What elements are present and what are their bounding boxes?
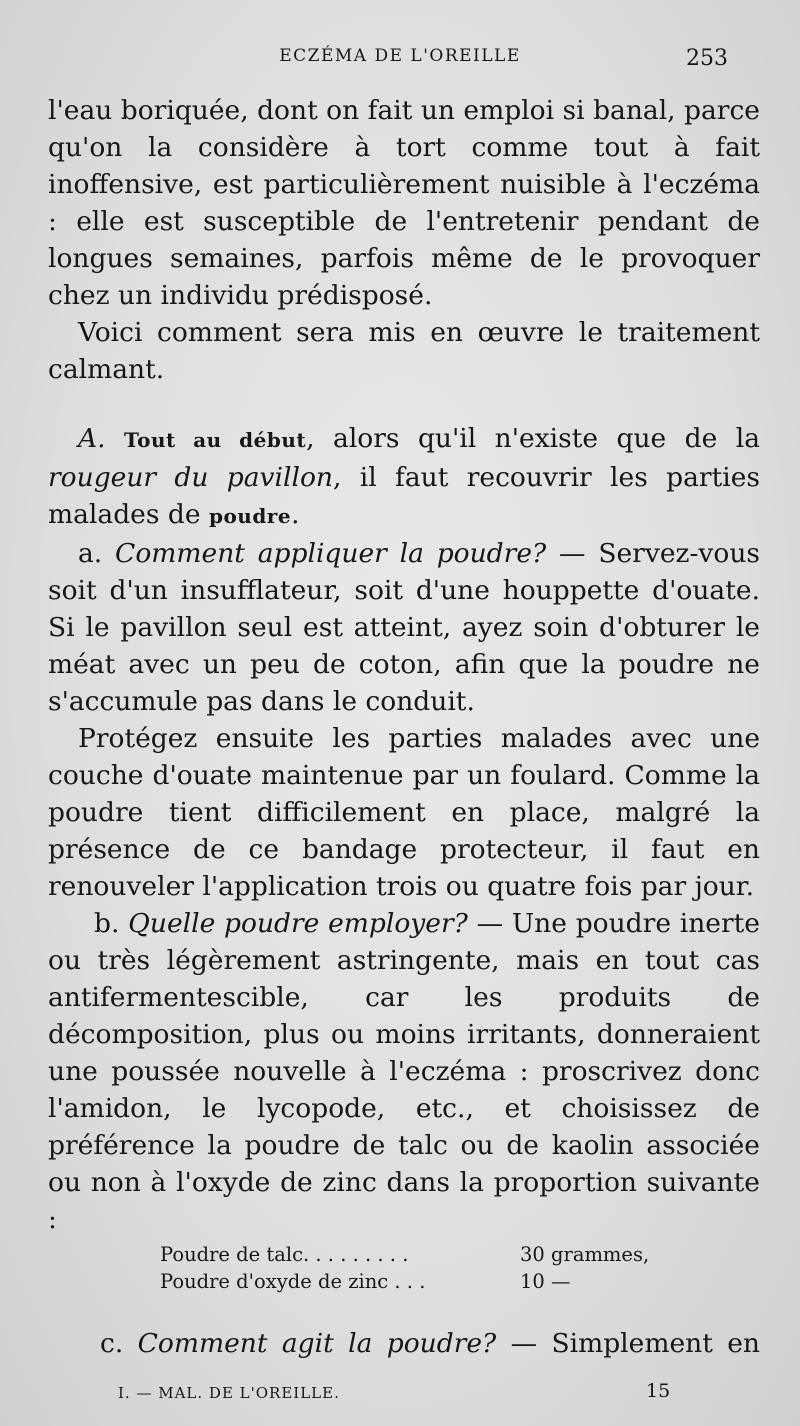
question-a-label: a. xyxy=(78,538,116,569)
paragraph-treatment-intro: Voici comment sera mis en œuvre le traitement calmant. xyxy=(48,317,760,385)
printer-signature: I. — MAL. DE L'OREILLE. xyxy=(118,1384,340,1402)
signature-number: 15 xyxy=(646,1380,671,1402)
paragraph-boric-water: l'eau boriquée, dont on fait un emploi si banal, parce qu'on la considère à tort comme tout à fait inoffensive, est particulièrement nuisible à l'eczéma : elle est susceptible de l'entretenir pendant de longues semaines, parfois même de le provoquer chez un individu prédisposé. xyxy=(48,95,760,311)
question-a-title: Comment appliquer la poudre? xyxy=(115,538,547,569)
powder-formula xyxy=(160,1241,649,1295)
formula-quantity: 30 grammes, xyxy=(520,1243,650,1266)
question-b-label: b. xyxy=(94,908,129,939)
paragraph-protegez: Protégez ensuite les parties malades avec une couche d'ouate maintenue par un foulard. Comme la poudre tient difficilement en place, malgré la présence de ce bandage protecteur, il faut en renouveler l'application trois ou quatre fois par jour. xyxy=(48,723,760,902)
running-title: ECZÉMA DE L'OREILLE xyxy=(279,46,521,66)
formula-quantity: 10 — xyxy=(520,1270,571,1293)
section-a-heading: Tout au début xyxy=(124,428,307,452)
question-a-text: — Servez-vous soit d'un insufflateur, soit d'une houppette d'ouate. Si le pavillon seul est atteint, ayez soin d'obturer le méat avec un peu de coton, afin que la poudre ne s'accumule pas dans le conduit. xyxy=(48,538,761,717)
section-a-text-3: . xyxy=(291,499,300,530)
section-a-paragraph xyxy=(48,420,760,535)
page-body xyxy=(48,92,760,1238)
question-c-title: Comment agit la poudre? xyxy=(137,1328,497,1359)
section-a-powder: poudre xyxy=(208,504,292,528)
question-b-paragraph xyxy=(48,905,760,1238)
question-c-label: c. xyxy=(100,1328,138,1359)
section-a-label: A. xyxy=(78,423,106,454)
page-number: 253 xyxy=(686,46,728,71)
question-b-text: — Une poudre inerte ou très légèrement astringente, mais en tout cas antifermentescible, car les produits de décomposition, plus ou moins irritants, donneraient une poussée nouvelle à l'eczéma : proscrivez donc l'amidon, le lycopode, etc., et choisissez de préférence la poudre de talc ou de kaolin associée ou non à l'oxyde de zinc dans la proportion suivante : xyxy=(48,908,760,1235)
question-c-line xyxy=(48,1325,760,1362)
question-c-text: — Simplement en xyxy=(496,1328,760,1359)
question-b-title: Quelle poudre employer? xyxy=(128,908,468,939)
section-gap xyxy=(48,388,760,420)
section-a-italic: rougeur du pavillon xyxy=(48,462,333,493)
question-a-paragraph xyxy=(48,535,760,720)
formula-row xyxy=(160,1268,649,1295)
formula-ingredient: Poudre d'oxyde de zinc . . . xyxy=(160,1270,426,1293)
section-a-text-2: , il faut recouvrir les parties malades de xyxy=(48,462,760,530)
formula-ingredient: Poudre de talc. . . . . . . . . xyxy=(160,1243,409,1266)
section-a-text-1: , alors qu'il n'existe que de la xyxy=(306,423,760,454)
formula-row xyxy=(160,1241,649,1268)
